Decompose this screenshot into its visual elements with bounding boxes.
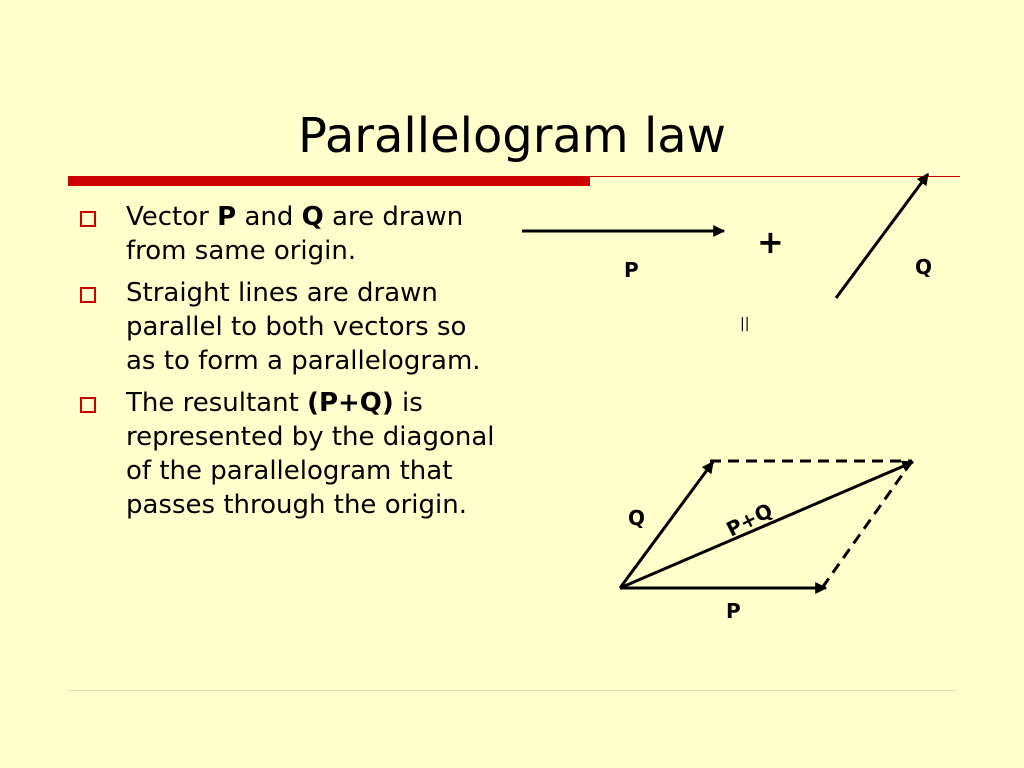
vector-q-label: Q [915,255,933,279]
bullet-item: The resultant (P+Q) is represented by the diagonal of the parallelogram that passes through the origin. [78,386,498,522]
equals-mark: || [740,316,750,332]
bullet-item: Straight lines are drawn parallel to both vectors so as to form a parallelogram. [78,276,498,378]
vector-p-label: P [624,258,639,282]
side-p-label: P [726,599,741,623]
slide-title: Parallelogram law [298,108,726,164]
resultant-diagonal-arrow [620,462,913,588]
footer-rule [68,690,956,691]
dashed-side-right [822,461,912,588]
side-q-label: Q [628,506,646,530]
bullet-item: Vector P and Q are drawn from same origin. [78,200,498,268]
vector-q-arrow [836,174,928,298]
plus-sign: + [757,223,784,261]
resultant-label: P+Q [722,498,777,542]
